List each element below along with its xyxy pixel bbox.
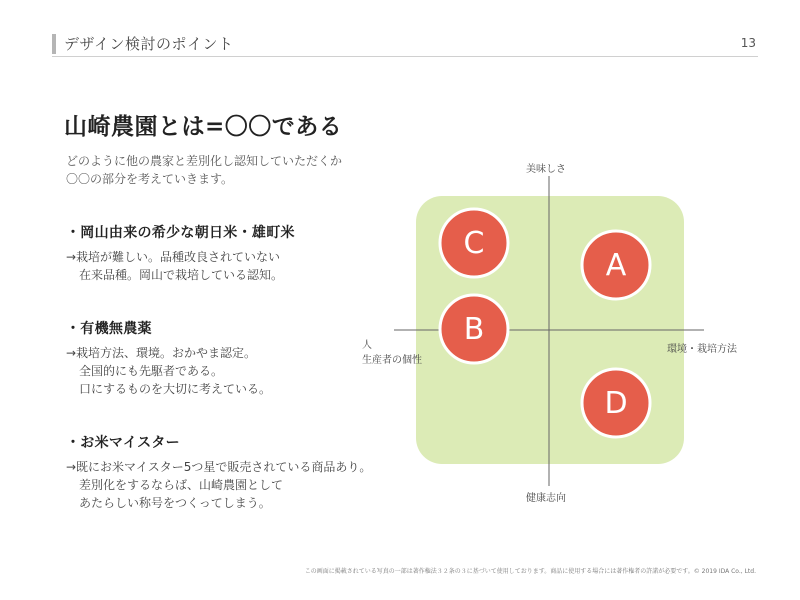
intro-text — [66, 152, 342, 188]
point-section-organic — [66, 318, 271, 398]
point-line: →栽培が難しい。品種改良されていない — [66, 250, 281, 264]
circle-c — [440, 209, 508, 277]
point-heading: ・岡山由来の希少な朝日米・雄町米 — [66, 225, 295, 241]
axis-label-right: 環境・栽培方法 — [667, 344, 737, 355]
circle-label: B — [463, 311, 485, 347]
circle-b — [440, 295, 508, 363]
copyright-footer: この画面に掲載されている写真の一部は著作権法３２条の３に基づいて使用しております。商品に使用する場合には著作権者の許諾が必要です。© 2019 IDA Co., Ltd. — [304, 568, 756, 575]
axis-label-left-line: 生産者の個性 — [362, 355, 422, 366]
point-line: 全国的にも先駆者である。 — [79, 364, 224, 378]
header-divider — [52, 56, 758, 57]
header-accent-bar — [52, 34, 56, 54]
circle-label: C — [463, 225, 485, 261]
point-line: あたらしい称号をつくってしまう。 — [79, 496, 271, 510]
axis-label-left-line: 人 — [362, 340, 372, 351]
axis-label-bottom: 健康志向 — [526, 493, 566, 504]
positioning-map-canvas — [360, 150, 780, 510]
circle-d — [582, 369, 650, 437]
point-line: →既にお米マイスター5つ星で販売されている商品あり。 — [66, 460, 372, 474]
axis-label-top: 美味しさ — [526, 164, 566, 175]
axis-label-left — [362, 338, 422, 368]
point-section-rice — [66, 222, 295, 284]
point-section-meister — [66, 432, 371, 512]
point-line: 口にするものを大切に考えている。 — [79, 382, 272, 396]
point-line: 在来品種。岡山で栽培している認知。 — [79, 268, 284, 282]
intro-line: どのように他の農家と差別化し認知していただくか — [66, 154, 343, 168]
page-title: 山崎農園とは=〇〇である — [64, 114, 343, 140]
point-line: →栽培方法、環境。おかやま認定。 — [66, 346, 257, 360]
circle-label: D — [604, 385, 628, 421]
circle-a — [582, 231, 650, 299]
point-heading: ・有機無農薬 — [66, 321, 152, 337]
positioning-map — [360, 150, 780, 510]
page-number: 13 — [740, 36, 756, 50]
intro-line: 〇〇の部分を考えていきます。 — [66, 172, 234, 186]
circle-label: A — [605, 247, 627, 283]
point-line: 差別化をするならば、山崎農園として — [79, 478, 284, 492]
point-heading: ・お米マイスター — [66, 435, 180, 451]
section-title: デザイン検討のポイント — [64, 35, 234, 53]
